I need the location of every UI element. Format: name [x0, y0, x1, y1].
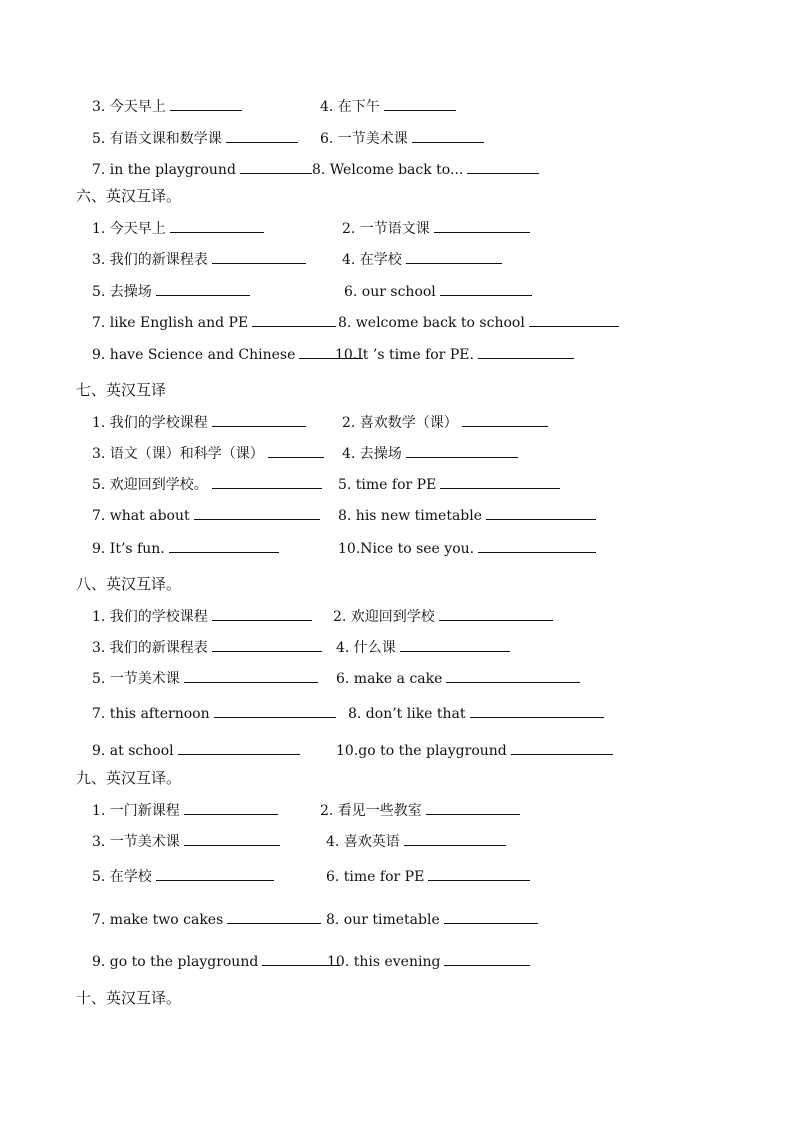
answer-blank[interactable]: [184, 668, 318, 683]
exercise-item: [92, 96, 242, 117]
answer-blank[interactable]: [268, 443, 324, 458]
exercise-item: [92, 159, 312, 180]
exercise-item: [338, 474, 560, 495]
answer-blank[interactable]: [446, 668, 580, 683]
exercise-prompt: 8. Welcome back to...: [312, 162, 464, 178]
answer-blank[interactable]: [462, 412, 548, 427]
answer-blank[interactable]: [212, 412, 306, 427]
exercise-item: [327, 951, 530, 972]
exercise-prompt: 9. It’s fun.: [92, 541, 165, 557]
answer-blank[interactable]: [412, 128, 484, 143]
exercise-prompt: 10. this evening: [327, 954, 441, 970]
answer-blank[interactable]: [428, 866, 530, 881]
exercise-prompt: 10.go to the playground: [336, 743, 507, 759]
section-heading: 八、英汉互译。: [76, 575, 182, 593]
exercise-prompt: 4. 什么课: [336, 640, 396, 656]
exercise-item: [342, 218, 530, 239]
exercise-prompt: 4. 去操场: [342, 446, 402, 462]
answer-blank[interactable]: [467, 159, 539, 174]
exercise-item: [338, 312, 619, 333]
exercise-prompt: 4. 喜欢英语: [326, 834, 400, 850]
answer-blank[interactable]: [440, 474, 560, 489]
exercise-item: [92, 668, 318, 689]
exercise-item: [92, 344, 363, 365]
exercise-prompt: 10.Nice to see you.: [338, 541, 475, 557]
exercise-item: [326, 831, 506, 852]
answer-blank[interactable]: [426, 800, 520, 815]
exercise-item: [342, 412, 548, 433]
exercise-prompt: 4. 在学校: [342, 252, 402, 268]
exercise-prompt: 5. 欢迎回到学校。: [92, 477, 208, 493]
exercise-item: [333, 606, 553, 627]
answer-blank[interactable]: [170, 96, 242, 111]
exercise-prompt: 8. welcome back to school: [338, 315, 525, 331]
exercise-item: [92, 218, 264, 239]
answer-blank[interactable]: [478, 344, 574, 359]
exercise-prompt: 2. 看见一些教室: [320, 803, 422, 819]
exercise-item: [92, 505, 320, 526]
exercise-prompt: 8. don’t like that: [348, 706, 466, 722]
exercise-item: [92, 606, 312, 627]
exercise-item: [92, 538, 279, 559]
exercise-item: [320, 128, 484, 149]
exercise-item: [92, 412, 306, 433]
answer-blank[interactable]: [434, 218, 530, 233]
answer-blank[interactable]: [212, 249, 306, 264]
exercise-item: [92, 312, 336, 333]
exercise-item: [92, 951, 340, 972]
section-heading: 七、英汉互译: [76, 381, 167, 399]
answer-blank[interactable]: [529, 312, 619, 327]
exercise-item: [92, 637, 322, 658]
exercise-item: [92, 281, 250, 302]
exercise-prompt: 2. 欢迎回到学校: [333, 609, 435, 625]
exercise-item: [312, 159, 539, 180]
exercise-prompt: 1. 今天早上: [92, 221, 166, 237]
exercise-prompt: 6. make a cake: [336, 671, 443, 687]
answer-blank[interactable]: [511, 740, 613, 755]
exercise-prompt: 9. go to the playground: [92, 954, 259, 970]
exercise-prompt: 5. time for PE: [338, 477, 437, 493]
answer-blank[interactable]: [486, 505, 596, 520]
answer-blank[interactable]: [178, 740, 300, 755]
answer-blank[interactable]: [444, 909, 538, 924]
exercise-prompt: 8. our timetable: [326, 912, 440, 928]
exercise-item: [326, 866, 530, 887]
exercise-prompt: 10.It ’s time for PE.: [335, 347, 474, 363]
exercise-prompt: 5. 一节美术课: [92, 671, 180, 687]
answer-blank[interactable]: [478, 538, 596, 553]
exercise-prompt: 9. at school: [92, 743, 174, 759]
exercise-prompt: 7. this afternoon: [92, 706, 210, 722]
exercise-prompt: 6. time for PE: [326, 869, 425, 885]
exercise-prompt: 5. 有语文课和数学课: [92, 131, 222, 147]
exercise-item: [338, 505, 596, 526]
exercise-item: [344, 281, 532, 302]
exercise-item: [92, 443, 324, 464]
answer-blank[interactable]: [214, 703, 336, 718]
exercise-prompt: 3. 今天早上: [92, 99, 166, 115]
exercise-prompt: 2. 一节语文课: [342, 221, 430, 237]
exercise-prompt: 6. 一节美术课: [320, 131, 408, 147]
exercise-prompt: 9. have Science and Chinese: [92, 347, 296, 363]
exercise-prompt: 3. 我们的新课程表: [92, 252, 208, 268]
answer-blank[interactable]: [240, 159, 312, 174]
exercise-prompt: 1. 我们的学校课程: [92, 415, 208, 431]
answer-blank[interactable]: [406, 249, 502, 264]
answer-blank[interactable]: [194, 505, 320, 520]
exercise-prompt: 4. 在下午: [320, 99, 380, 115]
answer-blank[interactable]: [439, 606, 553, 621]
answer-blank[interactable]: [212, 474, 322, 489]
exercise-item: [338, 538, 596, 559]
exercise-item: [336, 637, 510, 658]
exercise-item: [336, 740, 613, 761]
answer-blank[interactable]: [440, 281, 532, 296]
section-heading: 六、英汉互译。: [76, 187, 182, 205]
exercise-item: [336, 668, 580, 689]
exercise-item: [320, 96, 456, 117]
answer-blank[interactable]: [184, 831, 280, 846]
exercise-prompt: 3. 一节美术课: [92, 834, 180, 850]
answer-blank[interactable]: [470, 703, 604, 718]
exercise-item: [92, 703, 336, 724]
answer-blank[interactable]: [406, 443, 518, 458]
exercise-prompt: 6. our school: [344, 284, 436, 300]
answer-blank[interactable]: [170, 218, 264, 233]
exercise-item: [92, 831, 280, 852]
exercise-prompt: 7. make two cakes: [92, 912, 224, 928]
exercise-prompt: 7. in the playground: [92, 162, 236, 178]
answer-blank[interactable]: [252, 312, 336, 327]
exercise-item: [342, 249, 502, 270]
exercise-prompt: 2. 喜欢数学（课）: [342, 415, 458, 431]
exercise-item: [342, 443, 518, 464]
exercise-item: [335, 344, 574, 365]
answer-blank[interactable]: [227, 909, 321, 924]
answer-blank[interactable]: [212, 637, 322, 652]
exercise-prompt: 5. 在学校: [92, 869, 152, 885]
exercise-prompt: 5. 去操场: [92, 284, 152, 300]
exercise-item: [92, 740, 300, 761]
section-heading: 九、英汉互译。: [76, 769, 182, 787]
answer-blank[interactable]: [404, 831, 506, 846]
exercise-prompt: 3. 我们的新课程表: [92, 640, 208, 656]
exercise-item: [92, 128, 298, 149]
answer-blank[interactable]: [169, 538, 279, 553]
answer-blank[interactable]: [226, 128, 298, 143]
exercise-prompt: 8. his new timetable: [338, 508, 483, 524]
exercise-item: [92, 866, 274, 887]
exercise-prompt: 1. 我们的学校课程: [92, 609, 208, 625]
exercise-item: [92, 249, 306, 270]
answer-blank[interactable]: [400, 637, 510, 652]
answer-blank[interactable]: [444, 951, 530, 966]
exercise-item: [92, 800, 278, 821]
exercise-prompt: 7. what about: [92, 508, 190, 524]
exercise-item: [92, 909, 321, 930]
exercise-prompt: 3. 语文（课）和科学（课）: [92, 446, 264, 462]
section-heading: 十、英汉互译。: [76, 989, 182, 1007]
exercise-prompt: 1. 一门新课程: [92, 803, 180, 819]
exercise-item: [326, 909, 538, 930]
answer-blank[interactable]: [384, 96, 456, 111]
exercise-item: [92, 474, 322, 495]
exercise-item: [320, 800, 520, 821]
answer-blank[interactable]: [156, 281, 250, 296]
exercise-item: [348, 703, 604, 724]
answer-blank[interactable]: [212, 606, 312, 621]
answer-blank[interactable]: [184, 800, 278, 815]
answer-blank[interactable]: [156, 866, 274, 881]
exercise-prompt: 7. like English and PE: [92, 315, 249, 331]
